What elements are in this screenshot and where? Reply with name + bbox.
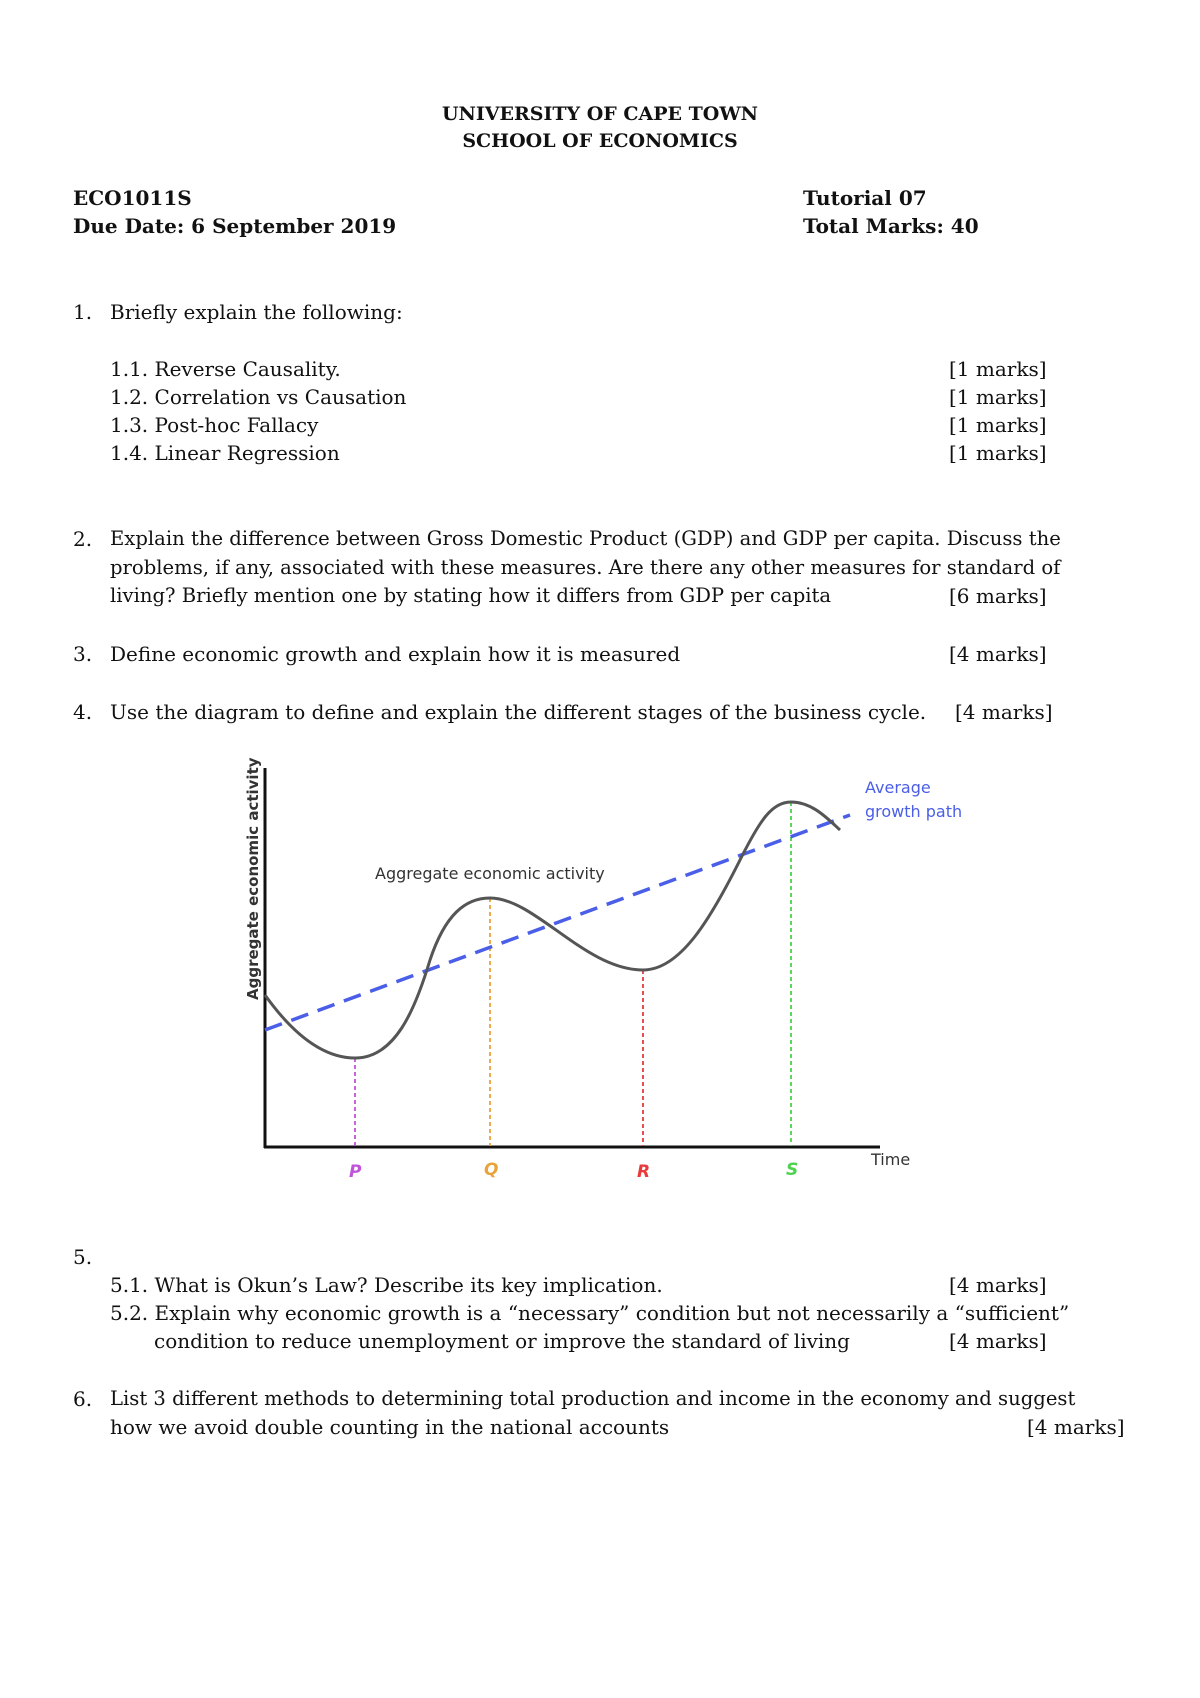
q4-text: Use the diagram to define and explain the different stages of the business cycle. bbox=[110, 700, 927, 724]
q1-number: 1. bbox=[73, 300, 93, 324]
school-title: SCHOOL OF ECONOMICS bbox=[462, 130, 738, 152]
q2-number: 2. bbox=[73, 527, 93, 551]
y-axis-label: Aggregate economic activity bbox=[244, 757, 262, 1000]
q1-2-marks: [1 marks] bbox=[949, 385, 1047, 409]
university-title: UNIVERSITY OF CAPE TOWN bbox=[441, 103, 759, 125]
q2-line2: problems, if any, associated with these measures. Are there any other measures for standard of bbox=[110, 556, 1061, 579]
q5-2-marks: [4 marks] bbox=[949, 1329, 1047, 1353]
q6-line2: how we avoid double counting in the national accounts bbox=[110, 1415, 670, 1439]
x-axis-label: Time bbox=[871, 1150, 911, 1169]
q1-3-marks: [1 marks] bbox=[949, 413, 1047, 437]
q6-number: 6. bbox=[73, 1387, 93, 1411]
q6-marks: [4 marks] bbox=[1027, 1415, 1125, 1439]
trend-label-line2: growth path bbox=[865, 802, 963, 821]
point-label-q: Q bbox=[484, 1160, 499, 1180]
q5-1-text: 5.1. What is Okun’s Law? Describe its key implication. bbox=[110, 1273, 663, 1297]
course-code: ECO1011S bbox=[73, 186, 192, 210]
q1-1-label: 1.1. Reverse Causality. bbox=[110, 357, 341, 381]
q2-line1: Explain the difference between Gross Domestic Product (GDP) and GDP per capita. Discuss the bbox=[110, 527, 1061, 550]
curve-label: Aggregate economic activity bbox=[375, 864, 605, 883]
q1-3-label: 1.3. Post-hoc Fallacy bbox=[110, 413, 319, 437]
q5-1-marks: [4 marks] bbox=[949, 1273, 1047, 1297]
due-date: Due Date: 6 September 2019 bbox=[73, 214, 397, 238]
trend-label-line1: Average bbox=[865, 778, 931, 797]
tutorial-number: Tutorial 07 bbox=[803, 186, 927, 210]
q3-text: Define economic growth and explain how it is measured bbox=[110, 642, 681, 666]
q1-4-label: 1.4. Linear Regression bbox=[110, 441, 340, 465]
q1-1-marks: [1 marks] bbox=[949, 357, 1047, 381]
q3-number: 3. bbox=[73, 642, 93, 666]
point-label-s: S bbox=[786, 1160, 799, 1180]
q2-marks: [6 marks] bbox=[949, 584, 1047, 608]
q5-number: 5. bbox=[73, 1245, 93, 1269]
q1-2-label: 1.2. Correlation vs Causation bbox=[110, 385, 407, 409]
q5-2-line1: 5.2. Explain why economic growth is a “necessary” condition but not necessarily a “sufficient” bbox=[110, 1301, 1070, 1325]
q3-marks: [4 marks] bbox=[949, 642, 1047, 666]
q1-4-marks: [1 marks] bbox=[949, 441, 1047, 465]
total-marks: Total Marks: 40 bbox=[803, 214, 979, 238]
q2-line3: living? Briefly mention one by stating how it differs from GDP per capita bbox=[110, 584, 832, 607]
average-growth-path-line bbox=[265, 815, 850, 1030]
aggregate-activity-curve bbox=[265, 802, 840, 1058]
q6-line1: List 3 different methods to determining total production and income in the economy and suggest bbox=[110, 1387, 1076, 1410]
point-label-r: R bbox=[637, 1162, 651, 1182]
q4-marks: [4 marks] bbox=[955, 700, 1053, 724]
q4-number: 4. bbox=[73, 700, 93, 724]
point-label-p: P bbox=[349, 1162, 362, 1182]
q1-text: Briefly explain the following: bbox=[110, 300, 403, 324]
q5-2-line2: condition to reduce unemployment or improve the standard of living bbox=[154, 1329, 850, 1353]
